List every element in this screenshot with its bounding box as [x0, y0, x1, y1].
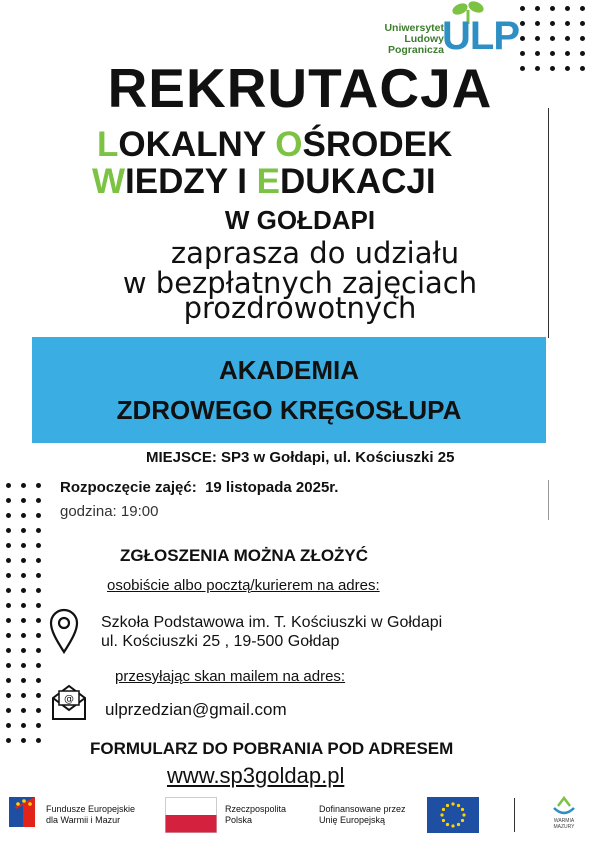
decorative-dot	[6, 588, 11, 593]
eu-star	[457, 823, 460, 826]
decorative-dot	[535, 66, 540, 71]
invite-line-2: w bezpłatnych zajęciach	[122, 266, 478, 300]
poland-label	[225, 804, 286, 826]
decorative-dot	[565, 66, 570, 71]
subtitle-line-1	[97, 126, 452, 164]
eu-funds-logo-icon	[9, 791, 43, 833]
decorative-dot	[6, 498, 11, 503]
decorative-dot	[535, 36, 540, 41]
decorative-dot	[520, 21, 525, 26]
decorative-dot	[6, 633, 11, 638]
logo-line-3: Pogranicza	[387, 44, 444, 56]
decorative-dot	[21, 558, 26, 563]
decorative-dot	[535, 51, 540, 56]
subtitle-text: ŚRODEK	[302, 125, 453, 164]
subtitle-initial-o: O	[275, 125, 303, 164]
logo-line-2: Ludowy	[404, 33, 444, 45]
footer-divider	[514, 798, 515, 832]
decorative-dot	[565, 6, 570, 11]
invite-line-1: zaprasza do udziału	[170, 236, 460, 270]
warmia-mazury-logo-icon	[552, 796, 576, 818]
banner-line-1: AKADEMIA	[218, 355, 360, 385]
eu-star	[451, 824, 454, 827]
decorative-dot	[36, 678, 41, 683]
decorative-dot	[565, 21, 570, 26]
eu-funds-line-1: Fundusze Europejskie	[46, 804, 136, 814]
decorative-dot	[6, 573, 11, 578]
decorative-dot	[36, 663, 41, 668]
decorative-dot	[6, 663, 11, 668]
decorative-dot	[36, 573, 41, 578]
decorative-dot	[6, 513, 11, 518]
decorative-dot	[6, 678, 11, 683]
post-mode-text: osobiście albo pocztą/kurierem na adres:	[107, 577, 380, 594]
decorative-dot	[580, 51, 585, 56]
eu-funds-line-2: dla Warmii i Mazur	[46, 815, 121, 825]
decorative-dot	[21, 648, 26, 653]
address-line-1: Szkoła Podstawowa im. T. Kościuszki w Gołdapi	[101, 614, 443, 631]
start-date: 19 listopada 2025r.	[205, 479, 339, 496]
decorative-dot	[6, 543, 11, 548]
subtitle-text: IEDZY I	[125, 162, 257, 201]
place-info: MIEJSCE: SP3 w Gołdapi, ul. Kościuszki 25	[146, 449, 455, 466]
decorative-dot	[520, 36, 525, 41]
eu-star	[446, 804, 449, 807]
decorative-dot	[21, 678, 26, 683]
eu-star	[461, 819, 464, 822]
decorative-dot	[21, 723, 26, 728]
mazury-line: MAZURY	[553, 824, 575, 830]
form-url-link[interactable]: www.sp3goldap.pl	[167, 763, 345, 788]
decorative-dot	[6, 603, 11, 608]
time-info: godzina: 19:00	[60, 503, 159, 520]
decorative-dot	[36, 498, 41, 503]
decorative-dot	[21, 528, 26, 533]
decorative-dot	[36, 708, 41, 713]
decorative-dot	[6, 648, 11, 653]
decorative-dot	[520, 6, 525, 11]
decorative-dot	[550, 21, 555, 26]
eu-cofunded-label	[319, 804, 406, 826]
location-pin-icon	[49, 608, 79, 654]
warmia-mazury-label	[548, 818, 580, 830]
decorative-dot	[36, 618, 41, 623]
eu-star	[440, 813, 443, 816]
eu-cofunded-line-2: Unię Europejską	[319, 815, 386, 825]
decorative-dot	[535, 21, 540, 26]
decorative-dot	[550, 6, 555, 11]
decorative-dot	[580, 6, 585, 11]
decorative-dot	[36, 558, 41, 563]
warmia-line: WARMIA	[553, 818, 575, 824]
decorative-dot	[21, 738, 26, 743]
decorative-dot	[36, 528, 41, 533]
decorative-dot	[520, 51, 525, 56]
page-title: REKRUTACJA	[107, 57, 493, 119]
start-info	[60, 479, 338, 496]
decorative-dot	[6, 618, 11, 623]
svg-text:@: @	[64, 694, 74, 705]
decorative-dot	[36, 603, 41, 608]
decorative-dot	[21, 693, 26, 698]
decorative-dot	[21, 708, 26, 713]
decorative-dot	[36, 543, 41, 548]
poland-line-1: Rzeczpospolita	[225, 804, 287, 814]
logo-text	[372, 23, 444, 56]
decorative-dot	[6, 723, 11, 728]
decorative-dot	[36, 513, 41, 518]
eu-star	[446, 823, 449, 826]
decorative-dot	[6, 708, 11, 713]
decorative-dot	[21, 663, 26, 668]
subtitle-text: OKALNY	[118, 125, 276, 164]
decorative-dot	[6, 738, 11, 743]
decorative-dot	[580, 36, 585, 41]
decorative-dot	[21, 588, 26, 593]
decorative-dot	[550, 51, 555, 56]
invite-line-3: prozdrowotnych	[183, 291, 417, 325]
eu-star	[442, 808, 445, 811]
decorative-dot	[550, 66, 555, 71]
email-mode-text: przesyłając skan mailem na adres:	[115, 668, 346, 685]
subtitle-initial-w: W	[92, 162, 126, 201]
decorative-dot	[36, 723, 41, 728]
decorative-dot	[36, 693, 41, 698]
eu-flag-icon	[427, 797, 479, 833]
divider-line-mid	[548, 480, 549, 520]
decorative-dot	[580, 21, 585, 26]
decorative-dot	[21, 543, 26, 548]
eu-funds-label	[46, 804, 135, 826]
decorative-dot	[21, 618, 26, 623]
logo-line-1: Uniwersytet	[384, 22, 444, 34]
decorative-dot	[21, 573, 26, 578]
decorative-dot	[6, 483, 11, 488]
decorative-dot	[580, 66, 585, 71]
poland-line-2: Polska	[225, 815, 253, 825]
decorative-dot	[550, 36, 555, 41]
banner-line-2: ZDROWEGO KRĘGOSŁUPA	[116, 395, 462, 425]
decorative-dot	[21, 633, 26, 638]
eu-star	[442, 819, 445, 822]
polish-flag-icon	[165, 797, 217, 833]
decorative-dot	[6, 528, 11, 533]
decorative-dot	[36, 633, 41, 638]
decorative-dot	[535, 6, 540, 11]
decorative-dot	[565, 36, 570, 41]
logo-acronym: ULP	[442, 14, 519, 58]
email-envelope-icon	[50, 682, 88, 722]
subtitle-initial-e: E	[256, 162, 281, 201]
city-heading: W GOŁDAPI	[224, 205, 376, 235]
applications-heading: ZGŁOSZENIA MOŻNA ZŁOŻYĆ	[120, 546, 369, 565]
course-banner	[32, 337, 546, 443]
form-heading: FORMULARZ DO POBRANIA POD ADRESEM	[90, 739, 454, 758]
address-line-2: ul. Kościuszki 25 , 19-500 Gołdap	[101, 633, 340, 650]
eu-star	[457, 804, 460, 807]
decorative-dot	[21, 603, 26, 608]
decorative-dot	[21, 513, 26, 518]
decorative-dot	[6, 693, 11, 698]
decorative-dot	[565, 51, 570, 56]
decorative-dot	[36, 738, 41, 743]
subtitle-line-2	[92, 163, 436, 201]
subtitle-text: DUKACJI	[280, 162, 436, 201]
decorative-dot	[21, 498, 26, 503]
decorative-dot	[6, 558, 11, 563]
eu-star	[461, 808, 464, 811]
start-label: Rozpoczęcie zajęć:	[60, 479, 197, 496]
decorative-dot	[21, 483, 26, 488]
eu-star	[451, 802, 454, 805]
decorative-dot	[36, 588, 41, 593]
decorative-dot	[520, 66, 525, 71]
email-address[interactable]: ulprzedzian@gmail.com	[105, 700, 287, 719]
subtitle-initial-l: L	[97, 125, 119, 164]
eu-star	[462, 813, 465, 816]
decorative-dot	[36, 483, 41, 488]
decorative-dot	[36, 648, 41, 653]
eu-cofunded-line-1: Dofinansowane przez	[319, 804, 406, 814]
